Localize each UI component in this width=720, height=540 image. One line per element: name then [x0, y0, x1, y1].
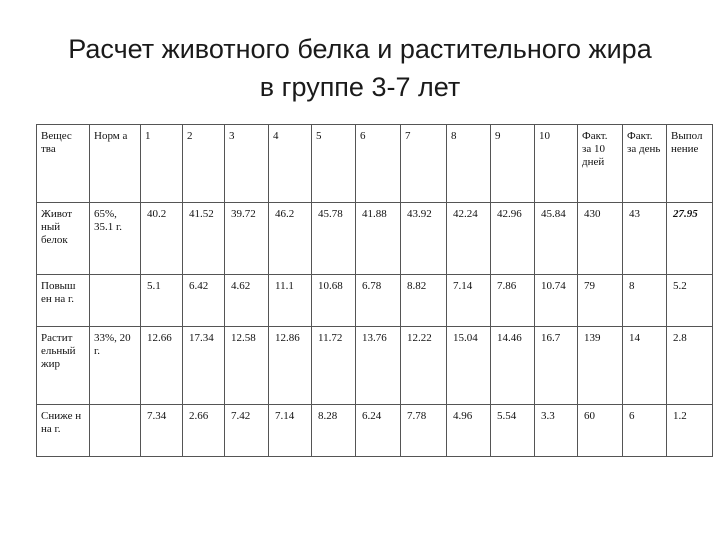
row-label: Растит ельный жир — [37, 327, 90, 405]
table-cell: 7.34 — [141, 405, 183, 457]
table-row — [37, 203, 713, 275]
table-cell: 6 — [623, 405, 667, 457]
row-label: Сниже н на г. — [37, 405, 90, 457]
table-cell: 8.28 — [312, 405, 356, 457]
table-cell: 5.2 — [667, 275, 713, 327]
table-cell: 4.62 — [225, 275, 269, 327]
table-cell: 7.42 — [225, 405, 269, 457]
table-cell: 7.86 — [491, 275, 535, 327]
table-cell: 45.78 — [312, 203, 356, 275]
table-cell: 2.66 — [183, 405, 225, 457]
table-cell: 42.24 — [447, 203, 491, 275]
header-cell: 8 — [447, 125, 491, 203]
table-cell: 43.92 — [401, 203, 447, 275]
table-row — [37, 327, 713, 405]
title-line-2: в группе 3-7 лет — [259, 72, 461, 102]
table-cell: 60 — [578, 405, 623, 457]
table-cell: 12.22 — [401, 327, 447, 405]
norm-cell: 33%, 20 г. — [90, 327, 141, 405]
table-cell — [667, 203, 713, 275]
norm-cell — [90, 275, 141, 327]
nutrition-table — [36, 124, 713, 457]
table-cell: 17.34 — [183, 327, 225, 405]
table-cell: 8.82 — [401, 275, 447, 327]
table-cell: 45.84 — [535, 203, 578, 275]
table-cell: 7.14 — [447, 275, 491, 327]
table-cell: 16.7 — [535, 327, 578, 405]
title-line-1: Расчет животного белка и растительного жира — [68, 34, 652, 64]
table-cell: 5.1 — [141, 275, 183, 327]
table-cell: 15.04 — [447, 327, 491, 405]
header-cell: 9 — [491, 125, 535, 203]
table-cell: 10.68 — [312, 275, 356, 327]
table-cell: 14 — [623, 327, 667, 405]
slide-title — [0, 30, 720, 106]
table-cell: 12.58 — [225, 327, 269, 405]
header-cell: 5 — [312, 125, 356, 203]
table-cell: 13.76 — [356, 327, 401, 405]
header-cell: 6 — [356, 125, 401, 203]
table-cell: 2.8 — [667, 327, 713, 405]
table-cell: 4.96 — [447, 405, 491, 457]
completion-value: 27.95 — [673, 208, 698, 220]
table-cell: 5.54 — [491, 405, 535, 457]
table-cell: 6.24 — [356, 405, 401, 457]
table-cell: 14.46 — [491, 327, 535, 405]
header-cell: Норм а — [90, 125, 141, 203]
table-cell: 6.78 — [356, 275, 401, 327]
table-cell: 43 — [623, 203, 667, 275]
table-cell: 7.78 — [401, 405, 447, 457]
header-cell: 7 — [401, 125, 447, 203]
table-cell: 41.88 — [356, 203, 401, 275]
table-cell: 41.52 — [183, 203, 225, 275]
table-cell: 46.2 — [269, 203, 312, 275]
header-cell: 3 — [225, 125, 269, 203]
table-cell: 79 — [578, 275, 623, 327]
header-cell: Выпол нение — [667, 125, 713, 203]
table-cell: 42.96 — [491, 203, 535, 275]
table-cell: 10.74 — [535, 275, 578, 327]
header-cell: Вещес тва — [37, 125, 90, 203]
table-cell: 40.2 — [141, 203, 183, 275]
table-cell: 1.2 — [667, 405, 713, 457]
table-cell: 12.66 — [141, 327, 183, 405]
table-cell: 6.42 — [183, 275, 225, 327]
header-row — [37, 125, 713, 203]
table-cell: 8 — [623, 275, 667, 327]
row-label: Повыш ен на г. — [37, 275, 90, 327]
table-cell: 11.1 — [269, 275, 312, 327]
header-cell: Факт. за 10 дней — [578, 125, 623, 203]
table-cell: 39.72 — [225, 203, 269, 275]
norm-cell: 65%, 35.1 г. — [90, 203, 141, 275]
table-cell: 11.72 — [312, 327, 356, 405]
table-cell: 139 — [578, 327, 623, 405]
header-cell: 2 — [183, 125, 225, 203]
table-cell: 3.3 — [535, 405, 578, 457]
table-row — [37, 275, 713, 327]
header-cell: 10 — [535, 125, 578, 203]
norm-cell — [90, 405, 141, 457]
table-cell: 7.14 — [269, 405, 312, 457]
table-cell: 430 — [578, 203, 623, 275]
row-label: Живот ный белок — [37, 203, 90, 275]
header-cell: Факт. за день — [623, 125, 667, 203]
table-row — [37, 405, 713, 457]
table-cell: 12.86 — [269, 327, 312, 405]
header-cell: 4 — [269, 125, 312, 203]
header-cell: 1 — [141, 125, 183, 203]
